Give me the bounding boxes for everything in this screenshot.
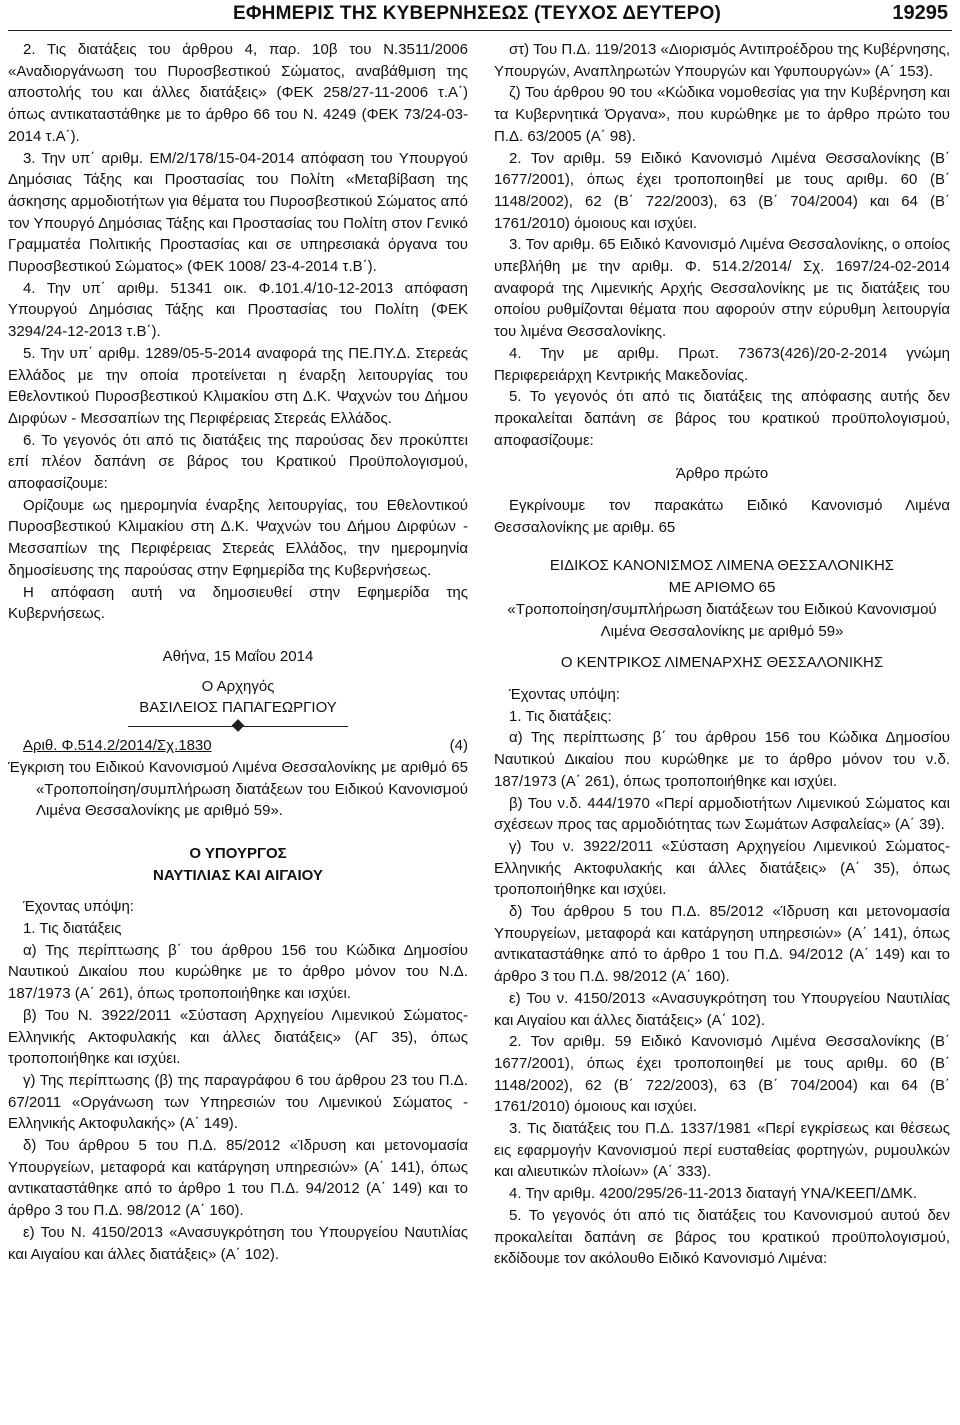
paragraph: 3. Τις διατάξεις του Π.Δ. 1337/1981 «Περί εγκρίσεως και θέσεως εις εφαρμογήν Κανονισμού περί ευσταθείας φορτηγών, ρυμουλκών και αλιευτικών πλοίων» (Α΄ 333).: [494, 1120, 950, 1181]
paragraph: 4. Την αριθμ. 4200/295/26-11-2013 διαταγή ΥΝΑ/ΚΕΕΠ/ΔΜΚ.: [509, 1185, 918, 1203]
paragraph: Εγκρίνουμε τον παρακάτω Ειδικό Κανονισμό Λιμένα Θεσσαλονίκης με αριθμ. 65: [494, 497, 950, 536]
article-heading: Άρθρο πρώτο: [675, 465, 769, 483]
section-separator: [8, 719, 468, 733]
document-number-row: [8, 735, 468, 757]
signer-name: ΒΑΣΙΛΕΙΟΣ ΠΑΠΑΓΕΩΡΓΙΟΥ: [139, 699, 337, 717]
paragraph: 2. Τις διατάξεις του άρθρου 4, παρ. 10β του Ν.3511/2006 «Αναδιοργάνωση του Πυροσβεστικού Σώματος, αναβάθμιση της αποστολής του και άλλες διατάξεις» (ΦΕΚ 258/27-11-2006 τ.Α΄) όπως αντικαταστάθηκε με το άρθρο 66 του Ν. 4249 (ΦΕΚ 73/24-03-2014 τ.Α΄).: [8, 41, 468, 145]
provisions-heading: 1. Τις διατάξεις:: [509, 707, 612, 725]
paragraph: 4. Την υπ΄ αριθμ. 51341 οικ. Φ.101.4/10-12-2013 απόφαση Υπουργού Δημόσιας Τάξης και Προστασίας του Πολίτη (ΦΕΚ 3294/24-12-2013 τ.Β΄).: [8, 279, 468, 341]
regulation-subtitle: «Τροποποίηση/συμπλήρωση διατάξεων του Ειδικού Κανονισμού Λιμένα Θεσσαλονίκης με αριθμό 59»: [507, 600, 937, 640]
left-column: [8, 39, 468, 1265]
clause-b: β) Του ν.δ. 444/1970 «Περί αρμοδιοτήτων Λιμενικού Σώματος και σχέσεων προς τας αρμοδιότητας των Σωμάτων Ασφαλείας» (Α΄ 39).: [494, 794, 950, 834]
ministry-name: ΝΑΥΤΙΛΙΑΣ ΚΑΙ ΑΙΓΑΙΟΥ: [153, 866, 323, 884]
document-index: (4): [449, 737, 468, 755]
regulation-number: ΜΕ ΑΡΙΘΜΟ 65: [668, 579, 776, 597]
having-in-view: Έχοντας υπόψη:: [23, 898, 134, 916]
paragraph: Η απόφαση αυτή να δημοσιευθεί στην Εφημερίδα της Κυβερνήσεως.: [8, 583, 468, 623]
paragraph: 2. Τον αριθμ. 59 Ειδικό Κανονισμό Λιμένα Θεσσαλονίκης (Β΄ 1677/2001), όπως έχει τροποποιηθεί με τους αριθμ. 60 (Β΄ 1148/2002), 62 (Β΄ 722/2003), 63 (Β΄ 704/2004) και 64 (Β΄ 1761/2010) όμοιους και ισχύει.: [494, 1033, 950, 1116]
clause-e: ε) Του Ν. 4150/2013 «Ανασυγκρότηση του Υπουργείου Ναυτιλίας και Αιγαίου και άλλες διατάξεις» (Α΄ 102).: [8, 1223, 468, 1263]
minister-title: Ο ΥΠΟΥΡΓΟΣ: [189, 844, 287, 862]
regulation-title: ΕΙΔΙΚΟΣ ΚΑΝΟΝΙΣΜΟΣ ΛΙΜΕΝΑ ΘΕΣΣΑΛΟΝΙΚΗΣ: [549, 557, 895, 575]
paragraph: 4. Την με αριθμ. Πρωτ. 73673(426)/20-2-2014 γνώμη Περιφερειάρχη Κεντρικής Μακεδονίας.: [494, 344, 950, 384]
clause-d: δ) Του άρθρου 5 του Π.Δ. 85/2012 «Ίδρυση και μετονομασία Υπουργείων, μεταφορά και κατάργηση υπηρεσιών» (Α΄ 141), όπως αντικαταστάθηκε από το άρθρο 1 του Π.Δ. 94/2012 (Α΄ 149) και το άρθρο 3 του Π.Δ. 98/2012 (Α΄ 160).: [8, 1137, 468, 1220]
clause-z: ζ) Του άρθρου 90 του «Κώδικα νομοθεσίας για την Κυβέρνηση και τα Κυβερνητικά Όργανα», που κυρώθηκε με το άρθρο πρώτο του Π.Δ. 63/2005 (Α΄ 98).: [494, 84, 950, 145]
having-in-view: Έχοντας υπόψη:: [509, 685, 620, 703]
page-number: 19295: [892, 2, 948, 24]
signer-title: Ο Αρχηγός: [201, 677, 275, 695]
clause-st: στ) Του Π.Δ. 119/2013 «Διορισμός Αντιπροέδρου της Κυβέρνησης, Υπουργών, Αναπληρωτών Υπουργών και Υφυπουργών» (Α΄ 153).: [494, 41, 950, 80]
page-header: [8, 0, 952, 31]
gazette-title: ΕΦΗΜΕΡΙΣ ΤΗΣ ΚΥΒΕΡΝΗΣΕΩΣ (ΤΕΥΧΟΣ ΔΕΥΤΕΡΟ): [233, 3, 721, 24]
paragraph: 3. Τον αριθμ. 65 Ειδικό Κανονισμό Λιμένα Θεσσαλονίκης, ο οποίος υπεβλήθη με την αριθμ. Φ. 514.2/2014/ Σχ. 1697/24-02-2014 αναφορά της Λιμενικής Αρχής Θεσσαλονίκης με τις διατάξεις του οποίου ρυθμίζονται θέματα που αφορούν στην εύρυθμη λειτουργία του λιμένα Θεσσαλονίκης.: [494, 236, 950, 341]
document-title: Έγκριση του Ειδικού Κανονισμού Λιμένα Θεσσαλονίκης με αριθμό 65 «Τροποποίηση/συμπλήρωση διατάξεων του Ειδικού Κανονισμού Λιμένα Θεσσαλονίκης με αριθμό 59».: [8, 758, 468, 820]
paragraph: 3. Την υπ΄ αριθμ. ΕΜ/2/178/15-04-2014 απόφαση του Υπουργού Δημόσιας Τάξης και Προστασίας του Πολίτη «Μεταβίβαση της άσκησης αρμοδιοτήτων για θέματα του Πυροσβεστικού Σώματος από τον Υπουργό Δημόσιας Τάξης και Προστασίας του Πολίτη στον Γενικό Γραμματέα Πολιτικής Προστασίας και σε υπηρεσιακά όργανα του Πυροσβεστικού Σώματος» (ΦΕΚ 1008/ 23-4-2014 τ.Β΄).: [8, 149, 468, 276]
diamond-icon: [232, 719, 245, 732]
clause-a: α) Της περίπτωσης β΄ του άρθρου 156 του Κώδικα Δημοσίου Ναυτικού Δικαίου που κυρώθηκε με το άρθρο μόνον του Ν.Δ. 187/1973 (Α΄ 261), όπως τροποποιήθηκε και ισχύει.: [8, 941, 468, 1003]
clause-e: ε) Του ν. 4150/2013 «Ανασυγκρότηση του Υπουργείου Ναυτιλίας και Αιγαίου και άλλες διατάξεις» (Α΄ 102).: [494, 989, 950, 1029]
paragraph: 5. Την υπ΄ αριθμ. 1289/05-5-2014 αναφορά της ΠΕ.ΠΥ.Δ. Στερεάς Ελλάδος με την οποία προτείνεται η έναρξη λειτουργίας του Εθελοντικού Πυροσβεστικού Κλιμακίου στη Δ.Κ. Ψαχνών του Δήμου Διρφύων - Μεσσαπίων της Περιφέρειας Στερεάς Ελλάδος.: [8, 344, 468, 427]
document-number: Αριθ. Φ.514.2/2014/Σχ.1830: [23, 737, 212, 755]
place-date: Αθήνα, 15 Μαΐου 2014: [162, 647, 314, 665]
clause-b: β) Του Ν. 3922/2011 «Σύσταση Αρχηγείου Λιμενικού Σώματος-Ελληνικής Ακτοφυλακής και άλλες διατάξεις» (ΑΓ 35), όπως τροποποιήθηκε και ισχύει.: [8, 1006, 468, 1068]
paragraph: 2. Τον αριθμ. 59 Ειδικό Κανονισμό Λιμένα Θεσσαλονίκης (Β΄ 1677/2001), όπως έχει τροποποιηθεί με τους αριθμ. 60 (Β΄ 1148/2002), 62 (Β΄ 722/2003), 63 (Β΄ 704/2004) και 64 (Β΄ 1761/2010) όμοιους και ισχύει.: [494, 149, 950, 232]
paragraph: 5. Το γεγονός ότι από τις διατάξεις του Κανονισμού αυτού δεν προκαλείται δαπάνη σε βάρος του κρατικού προϋπολογισμού, εκδίδουμε τον ακόλουθο Ειδικό Κανονισμό Λιμένα:: [494, 1206, 950, 1268]
clause-c: γ) Του ν. 3922/2011 «Σύσταση Αρχηγείου Λιμενικού Σώματος-Ελληνικής Ακτοφυλακής και άλλες διατάξεις» (Α΄ 35), όπως τροποποιήθηκε και ισχύει.: [494, 837, 950, 899]
clause-a: α) Της περίπτωσης β΄ του άρθρου 156 του Κώδικα Δημοσίου Ναυτικού Δικαίου που κυρώθηκε με το άρθρο μόνον του ν.δ. 187/1973 (Α΄ 261), όπως τροποποιήθηκε και ισχύει.: [494, 729, 950, 790]
paragraph: 6. Το γεγονός ότι από τις διατάξεις της παρούσας δεν προκύπτει επί πλέον δαπάνη σε βάρος του Κρατικού Προϋπολογισμού, αποφασίζουμε:: [8, 431, 468, 493]
paragraph: Ορίζουμε ως ημερομηνία έναρξης λειτουργίας, του Εθελοντικού Πυροσβεστικού Κλιμακίου στη Δ.Κ. Ψαχνών του Δήμου Διρφύων - Μεσσαπίων της Περιφέρειας Στερεάς Ελλάδος, την ημερομηνία δημοσίευσης της παρούσας στην Εφημερίδα της Κυβερνήσεως.: [8, 496, 468, 579]
harbour-master-title: Ο ΚΕΝΤΡΙΚΟΣ ΛΙΜΕΝΑΡΧΗΣ ΘΕΣΣΑΛΟΝΙΚΗΣ: [560, 654, 884, 672]
right-column: [494, 39, 950, 1270]
clause-c: γ) Της περίπτωσης (β) της παραγράφου 6 του άρθρου 23 του Π.Δ. 67/2011 «Οργάνωση των Υπηρεσιών του Λιμενικού Σώματος - Ελληνικής Ακτοφυλακής» (Α΄ 149).: [8, 1071, 468, 1133]
provisions-heading: 1. Τις διατάξεις: [23, 920, 122, 938]
paragraph: 5. Το γεγονός ότι από τις διατάξεις της απόφασης αυτής δεν προκαλείται δαπάνη σε βάρος του κρατικού προϋπολογισμού, αποφασίζουμε:: [494, 388, 950, 449]
clause-d: δ) Του άρθρου 5 του Π.Δ. 85/2012 «Ίδρυση και μετονομασία Υπουργείων, μεταφορά και κατάργηση υπηρεσιών» (Α΄ 141), όπως αντικαταστάθηκε από το άρθρο 1 του Π.Δ. 94/2012 (Α΄ 149) και το άρθρο 3 του Π.Δ. 98/2012 (Α΄ 160).: [494, 903, 950, 986]
